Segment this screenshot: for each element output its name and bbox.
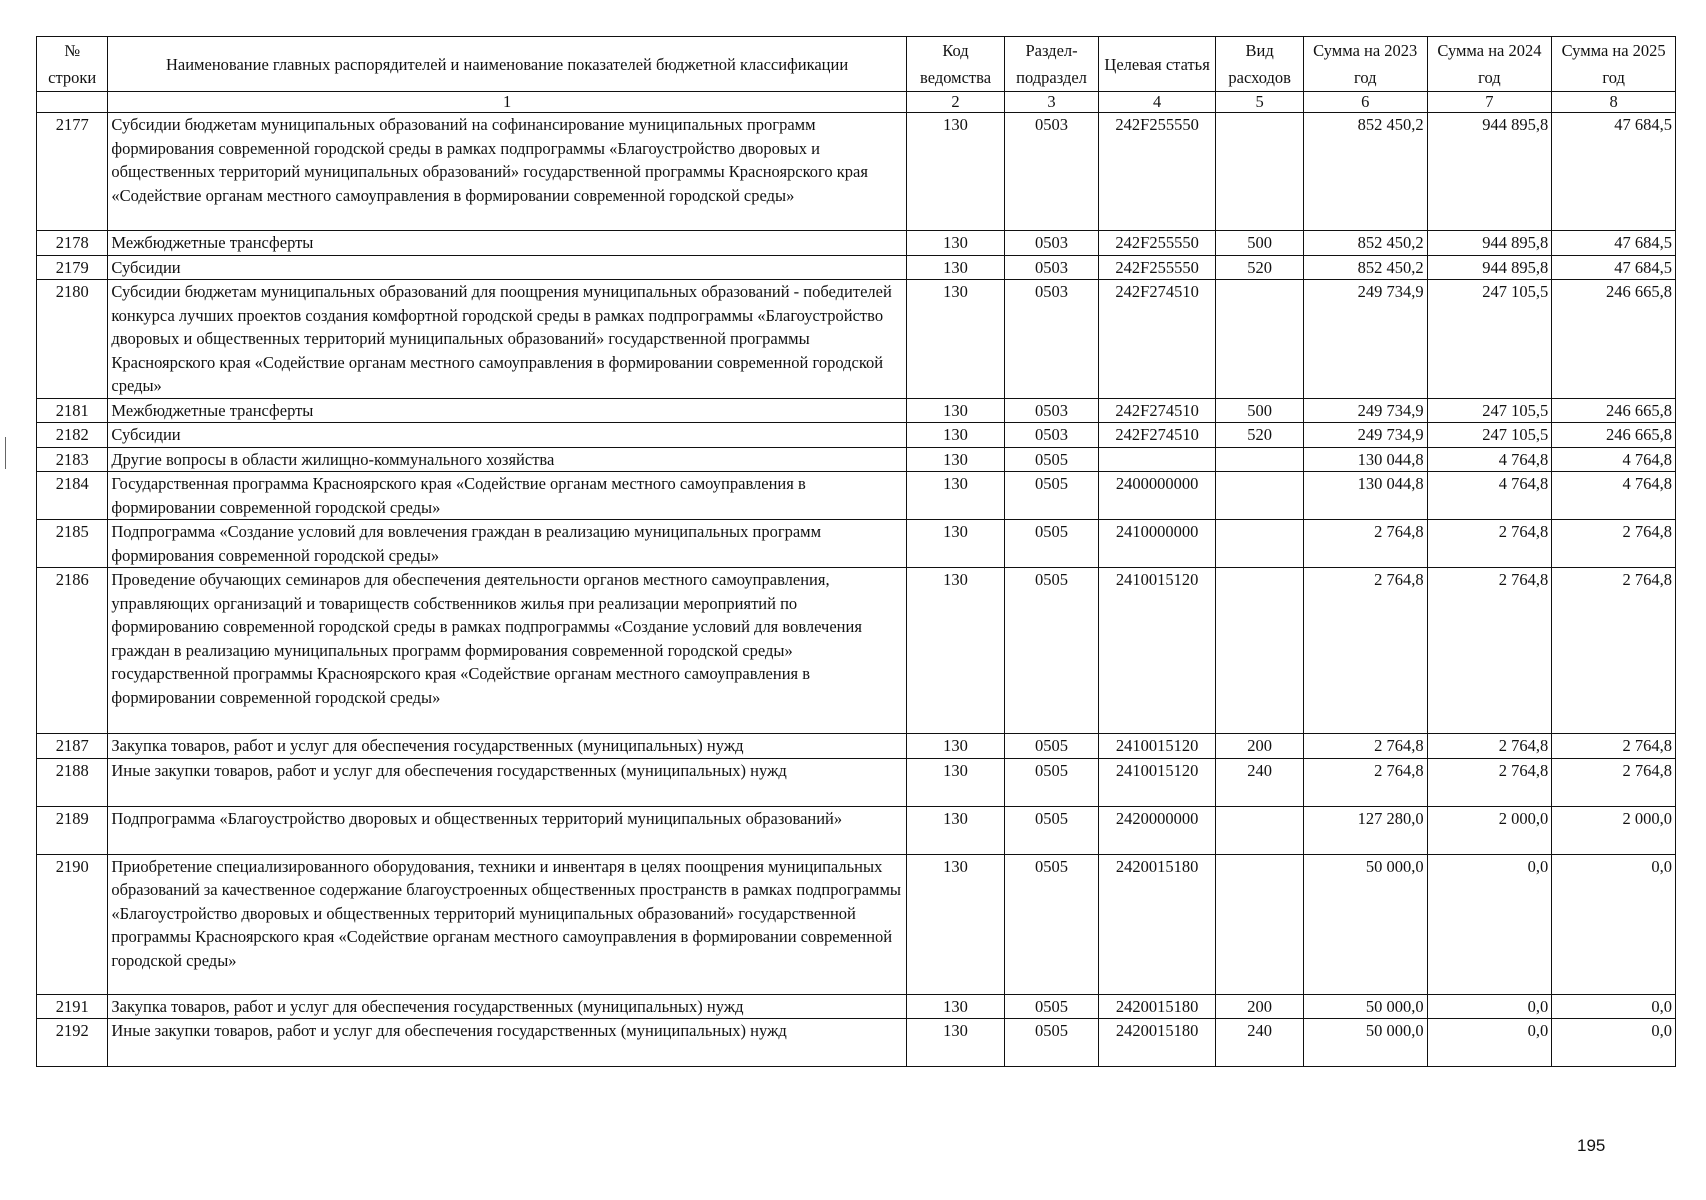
row-number: 2183 (37, 447, 108, 472)
row-sum-2025: 47 684,5 (1552, 113, 1676, 231)
row-sum-2025: 246 665,8 (1552, 398, 1676, 423)
row-section: 0505 (1005, 806, 1099, 854)
row-exp-type: 200 (1216, 994, 1303, 1019)
colnum-7: 7 (1427, 92, 1552, 113)
row-number: 2178 (37, 231, 108, 256)
row-section: 0505 (1005, 568, 1099, 734)
row-sum-2023: 50 000,0 (1303, 1019, 1427, 1067)
row-exp-type (1216, 854, 1303, 994)
row-sum-2023: 130 044,8 (1303, 472, 1427, 520)
row-target: 242F274510 (1098, 423, 1216, 448)
row-sum-2024: 247 105,5 (1427, 423, 1552, 448)
row-target: 242F274510 (1098, 398, 1216, 423)
row-exp-type: 500 (1216, 398, 1303, 423)
row-sum-2023: 130 044,8 (1303, 447, 1427, 472)
header-section: Раздел-подраздел (1005, 37, 1099, 92)
row-dept: 130 (906, 255, 1005, 280)
row-name: Межбюджетные трансферты (108, 398, 906, 423)
row-name: Иные закупки товаров, работ и услуг для обеспечения государственных (муниципальных) нужд (108, 758, 906, 806)
row-sum-2023: 50 000,0 (1303, 994, 1427, 1019)
table-row (37, 472, 1676, 520)
row-target: 242F255550 (1098, 113, 1216, 231)
row-target: 2420000000 (1098, 806, 1216, 854)
row-sum-2025: 2 764,8 (1552, 568, 1676, 734)
row-sum-2025: 246 665,8 (1552, 280, 1676, 399)
row-sum-2024: 4 764,8 (1427, 472, 1552, 520)
row-target: 2400000000 (1098, 472, 1216, 520)
row-section: 0505 (1005, 854, 1099, 994)
row-dept: 130 (906, 734, 1005, 759)
row-sum-2024: 2 764,8 (1427, 568, 1552, 734)
colnum-0 (37, 92, 108, 113)
header-sum-2025: Сумма на 2025 год (1552, 37, 1676, 92)
row-target: 2420015180 (1098, 1019, 1216, 1067)
row-exp-type (1216, 280, 1303, 399)
row-sum-2025: 0,0 (1552, 854, 1676, 994)
row-number: 2180 (37, 280, 108, 399)
row-sum-2024: 0,0 (1427, 1019, 1552, 1067)
row-sum-2023: 50 000,0 (1303, 854, 1427, 994)
header-row (37, 37, 1676, 92)
budget-table (36, 36, 1676, 1067)
row-number: 2191 (37, 994, 108, 1019)
row-target: 2420015180 (1098, 854, 1216, 994)
row-exp-type: 200 (1216, 734, 1303, 759)
row-sum-2024: 2 000,0 (1427, 806, 1552, 854)
row-target: 2410015120 (1098, 734, 1216, 759)
row-dept: 130 (906, 472, 1005, 520)
header-target-article: Целевая статья (1098, 37, 1216, 92)
row-dept: 130 (906, 568, 1005, 734)
row-sum-2023: 2 764,8 (1303, 568, 1427, 734)
row-exp-type (1216, 520, 1303, 568)
colnum-4: 4 (1098, 92, 1216, 113)
header-expense-type: Вид расходов (1216, 37, 1303, 92)
column-number-row (37, 92, 1676, 113)
table-row (37, 447, 1676, 472)
row-sum-2025: 4 764,8 (1552, 447, 1676, 472)
row-sum-2025: 0,0 (1552, 994, 1676, 1019)
table-row (37, 758, 1676, 806)
row-name: Приобретение специализированного оборудования, техники и инвентаря в целях поощрения муниципальных образований за качественное содержание благоустроенных общественных пространств в рамках подпрограммы «Благоустройство дворовых и общественных территорий муниципальных образований» государственной программы Красноярского края «Содействие органам местного самоуправления в формировании современной городской среды» (108, 854, 906, 994)
row-name: Иные закупки товаров, работ и услуг для обеспечения государственных (муниципальных) нужд (108, 1019, 906, 1067)
row-number: 2184 (37, 472, 108, 520)
header-sum-2024: Сумма на 2024 год (1427, 37, 1552, 92)
header-sum-2023: Сумма на 2023 год (1303, 37, 1427, 92)
table-row (37, 734, 1676, 759)
table-row (37, 423, 1676, 448)
row-sum-2023: 127 280,0 (1303, 806, 1427, 854)
row-exp-type (1216, 568, 1303, 734)
row-dept: 130 (906, 1019, 1005, 1067)
row-number: 2190 (37, 854, 108, 994)
row-number: 2187 (37, 734, 108, 759)
table-row (37, 280, 1676, 399)
row-number: 2192 (37, 1019, 108, 1067)
row-target (1098, 447, 1216, 472)
row-dept: 130 (906, 231, 1005, 256)
row-target: 2410000000 (1098, 520, 1216, 568)
row-sum-2023: 2 764,8 (1303, 520, 1427, 568)
row-sum-2025: 0,0 (1552, 1019, 1676, 1067)
table-row (37, 994, 1676, 1019)
colnum-6: 6 (1303, 92, 1427, 113)
table-row (37, 231, 1676, 256)
row-target: 2420015180 (1098, 994, 1216, 1019)
row-dept: 130 (906, 398, 1005, 423)
row-number: 2177 (37, 113, 108, 231)
colnum-5: 5 (1216, 92, 1303, 113)
row-section: 0503 (1005, 280, 1099, 399)
colnum-8: 8 (1552, 92, 1676, 113)
row-section: 0505 (1005, 734, 1099, 759)
row-dept: 130 (906, 423, 1005, 448)
table-row (37, 520, 1676, 568)
row-name: Субсидии (108, 255, 906, 280)
row-exp-type (1216, 447, 1303, 472)
row-number: 2186 (37, 568, 108, 734)
row-sum-2023: 852 450,2 (1303, 113, 1427, 231)
row-sum-2025: 2 764,8 (1552, 734, 1676, 759)
row-exp-type: 520 (1216, 423, 1303, 448)
row-name: Субсидии бюджетам муниципальных образований на софинансирование муниципальных программ формирования современной городской среды в рамках подпрограммы «Благоустройство дворовых и общественных территорий муниципальных образований» государственной программы Красноярского края «Содействие органам местного самоуправления в формировании современной городской среды» (108, 113, 906, 231)
row-name: Субсидии бюджетам муниципальных образований для поощрения муниципальных образований - победителей конкурса лучших проектов создания комфортной городской среды в рамках подпрограммы «Благоустройство дворовых и общественных территорий муниципальных образований» государственной программы Красноярского края «Содействие органам местного самоуправления в формировании современной городской среды» (108, 280, 906, 399)
row-dept: 130 (906, 806, 1005, 854)
row-exp-type: 240 (1216, 758, 1303, 806)
table-row (37, 1019, 1676, 1067)
row-sum-2023: 249 734,9 (1303, 280, 1427, 399)
row-number: 2179 (37, 255, 108, 280)
row-exp-type (1216, 806, 1303, 854)
row-exp-type: 520 (1216, 255, 1303, 280)
row-sum-2023: 2 764,8 (1303, 758, 1427, 806)
row-name: Подпрограмма «Благоустройство дворовых и общественных территорий муниципальных образований» (108, 806, 906, 854)
row-sum-2025: 4 764,8 (1552, 472, 1676, 520)
row-number: 2181 (37, 398, 108, 423)
colnum-1: 1 (108, 92, 906, 113)
row-sum-2023: 249 734,9 (1303, 423, 1427, 448)
row-sum-2024: 2 764,8 (1427, 734, 1552, 759)
colnum-3: 3 (1005, 92, 1099, 113)
table-row (37, 806, 1676, 854)
row-dept: 130 (906, 113, 1005, 231)
row-sum-2024: 944 895,8 (1427, 255, 1552, 280)
row-sum-2025: 2 764,8 (1552, 520, 1676, 568)
row-dept: 130 (906, 854, 1005, 994)
row-number: 2189 (37, 806, 108, 854)
row-name: Межбюджетные трансферты (108, 231, 906, 256)
row-exp-type: 240 (1216, 1019, 1303, 1067)
row-target: 242F255550 (1098, 231, 1216, 256)
row-name: Проведение обучающих семинаров для обеспечения деятельности органов местного самоуправления, управляющих организаций и товариществ собственников жилья при реализации мероприятий по формированию современной городской среды в рамках подпрограммы «Создание условий для вовлечения граждан в реализацию муниципальных программ формирования современной городской среды» государственной программы Красноярского края «Содействие органам местного самоуправления в формировании современной городской среды» (108, 568, 906, 734)
row-exp-type (1216, 472, 1303, 520)
table-header (37, 37, 1676, 113)
row-sum-2024: 2 764,8 (1427, 758, 1552, 806)
row-sum-2025: 2 764,8 (1552, 758, 1676, 806)
row-dept: 130 (906, 280, 1005, 399)
row-exp-type (1216, 113, 1303, 231)
row-sum-2024: 0,0 (1427, 994, 1552, 1019)
row-sum-2023: 2 764,8 (1303, 734, 1427, 759)
row-section: 0503 (1005, 231, 1099, 256)
table-row (37, 113, 1676, 231)
row-section: 0505 (1005, 447, 1099, 472)
row-dept: 130 (906, 520, 1005, 568)
row-target: 2410015120 (1098, 568, 1216, 734)
table-row (37, 255, 1676, 280)
row-dept: 130 (906, 447, 1005, 472)
row-section: 0503 (1005, 255, 1099, 280)
row-name: Закупка товаров, работ и услуг для обеспечения государственных (муниципальных) нужд (108, 734, 906, 759)
row-target: 2410015120 (1098, 758, 1216, 806)
row-name: Закупка товаров, работ и услуг для обеспечения государственных (муниципальных) нужд (108, 994, 906, 1019)
row-name: Субсидии (108, 423, 906, 448)
row-sum-2024: 944 895,8 (1427, 231, 1552, 256)
row-name: Подпрограмма «Создание условий для вовлечения граждан в реализацию муниципальных программ формирования современной городской среды» (108, 520, 906, 568)
row-section: 0505 (1005, 1019, 1099, 1067)
row-sum-2025: 47 684,5 (1552, 231, 1676, 256)
table-row (37, 398, 1676, 423)
table-row (37, 568, 1676, 734)
header-name: Наименование главных распорядителей и наименование показателей бюджетной классификации (108, 37, 906, 92)
row-section: 0505 (1005, 994, 1099, 1019)
row-section: 0503 (1005, 398, 1099, 423)
row-sum-2025: 47 684,5 (1552, 255, 1676, 280)
page-number: 195 (1577, 1136, 1606, 1155)
row-section: 0505 (1005, 758, 1099, 806)
header-row-no: № строки (37, 37, 108, 92)
row-number: 2188 (37, 758, 108, 806)
table-row (37, 854, 1676, 994)
row-sum-2023: 249 734,9 (1303, 398, 1427, 423)
row-sum-2024: 4 764,8 (1427, 447, 1552, 472)
row-sum-2025: 246 665,8 (1552, 423, 1676, 448)
row-name: Государственная программа Красноярского края «Содействие органам местного самоуправления в формировании современной городской среды» (108, 472, 906, 520)
table-body (37, 113, 1676, 1067)
colnum-2: 2 (906, 92, 1005, 113)
scan-margin-mark (5, 437, 6, 469)
row-sum-2025: 2 000,0 (1552, 806, 1676, 854)
row-exp-type: 500 (1216, 231, 1303, 256)
row-section: 0503 (1005, 113, 1099, 231)
row-number: 2185 (37, 520, 108, 568)
row-dept: 130 (906, 994, 1005, 1019)
row-number: 2182 (37, 423, 108, 448)
row-section: 0505 (1005, 472, 1099, 520)
row-target: 242F274510 (1098, 280, 1216, 399)
row-section: 0503 (1005, 423, 1099, 448)
row-section: 0505 (1005, 520, 1099, 568)
row-sum-2024: 247 105,5 (1427, 398, 1552, 423)
row-sum-2024: 944 895,8 (1427, 113, 1552, 231)
row-sum-2024: 2 764,8 (1427, 520, 1552, 568)
row-sum-2024: 247 105,5 (1427, 280, 1552, 399)
row-sum-2023: 852 450,2 (1303, 231, 1427, 256)
row-sum-2023: 852 450,2 (1303, 255, 1427, 280)
row-target: 242F255550 (1098, 255, 1216, 280)
row-name: Другие вопросы в области жилищно-коммунального хозяйства (108, 447, 906, 472)
row-dept: 130 (906, 758, 1005, 806)
row-sum-2024: 0,0 (1427, 854, 1552, 994)
header-dept-code: Код ведомства (906, 37, 1005, 92)
